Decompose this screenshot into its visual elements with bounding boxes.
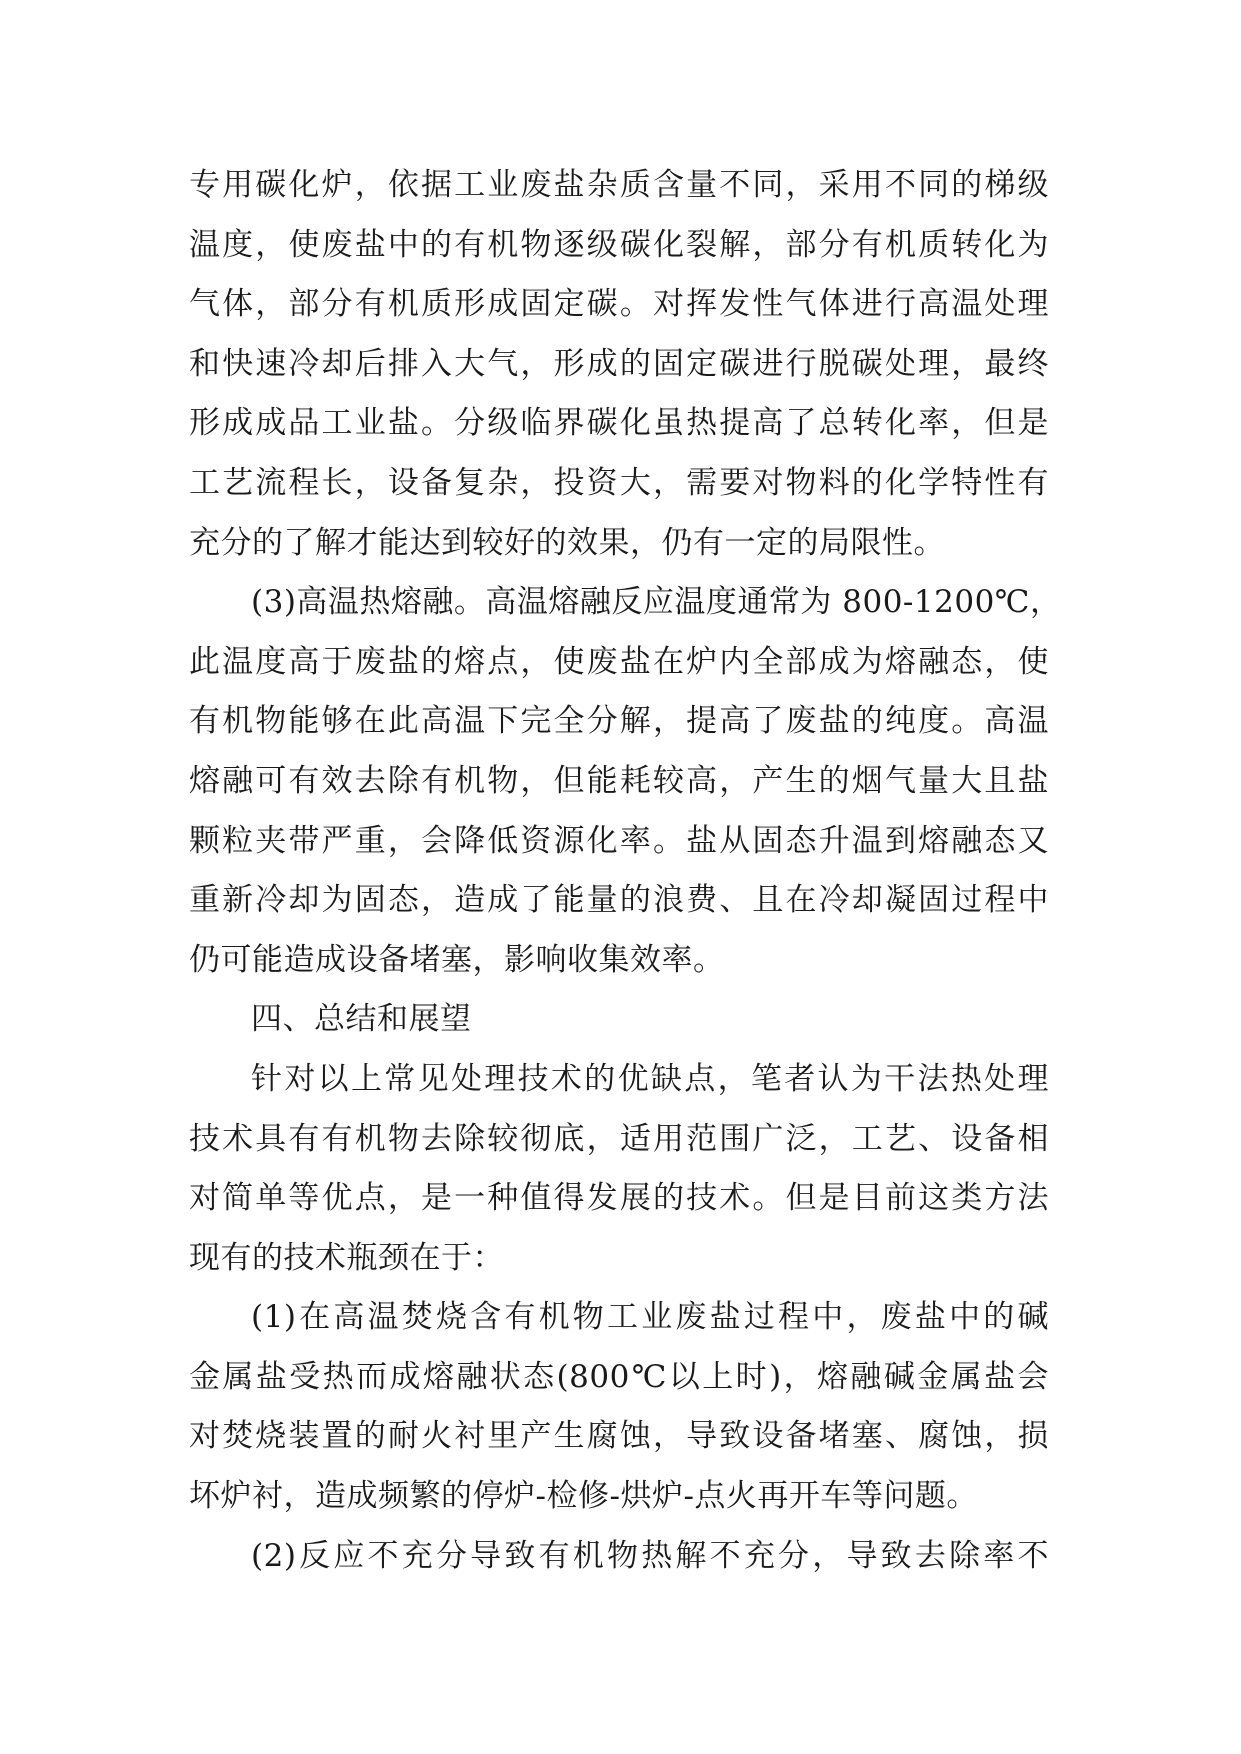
paragraph-line: 仍可能造成设备堵塞，影响收集效率。 [189,941,725,978]
paragraph-line: 熔融可有效去除有机物，但能耗较高，产生的烟气量大且盐 [189,762,1049,799]
paragraph-line: 坏炉衬，造成频繁的停炉-检修-烘炉-点火再开车等问题。 [189,1478,978,1515]
paragraph-line: 对简单等优点，是一种值得发展的技术。但是目前这类方法 [189,1180,1049,1217]
paragraph-line: 工艺流程长，设备复杂，投资大，需要对物料的化学特性有 [189,464,1049,501]
paragraph-line: 技术具有有机物去除较彻底，适用范围广泛，工艺、设备相 [189,1120,1049,1157]
section-heading: 四、总结和展望 [251,1001,472,1038]
paragraph-line: 充分的了解才能达到较好的效果，仍有一定的局限性。 [189,524,945,561]
paragraph-line: 形成成品工业盐。分级临界碳化虽热提高了总转化率，但是 [189,405,1049,442]
paragraph-line: (1)在高温焚烧含有机物工业废盐过程中，废盐中的碱 [251,1299,1049,1336]
paragraph-line: 重新冷却为固态，造成了能量的浪费、且在冷却凝固过程中 [189,882,1049,919]
body-text [189,156,1062,1586]
paragraph-line: 此温度高于废盐的熔点，使废盐在炉内全部成为熔融态，使 [189,643,1049,680]
paragraph-line: (2)反应不充分导致有机物热解不充分，导致去除率不 [251,1537,1049,1574]
paragraph-line: 和快速冷却后排入大气，形成的固定碳进行脱碳处理，最终 [189,345,1049,382]
paragraph-line: 有机物能够在此高温下完全分解，提高了废盐的纯度。高温 [189,703,1049,740]
paragraph-line: 现有的技术瓶颈在于： [189,1239,504,1276]
paragraph-line: 对焚烧装置的耐火衬里产生腐蚀，导致设备堵塞、腐蚀，损 [189,1418,1049,1455]
paragraph-line: 温度，使废盐中的有机物逐级碳化裂解，部分有机质转化为 [189,226,1049,263]
paragraph-line: 金属盐受热而成熔融状态(800℃以上时)，熔融碱金属盐会 [189,1358,1049,1395]
paragraph-line: 专用碳化炉，依据工业废盐杂质含量不同，采用不同的梯级 [189,167,1049,203]
paragraph-line: 针对以上常见处理技术的优缺点，笔者认为干法热处理 [251,1060,1049,1097]
paragraph-line: (3)高温热熔融。高温熔融反应温度通常为 800-1200℃， [251,584,1062,621]
paragraph-line: 气体，部分有机质形成固定碳。对挥发性气体进行高温处理 [189,286,1049,323]
paragraph-line: 颗粒夹带严重，会降低资源化率。盐从固态升温到熔融态又 [189,822,1049,859]
